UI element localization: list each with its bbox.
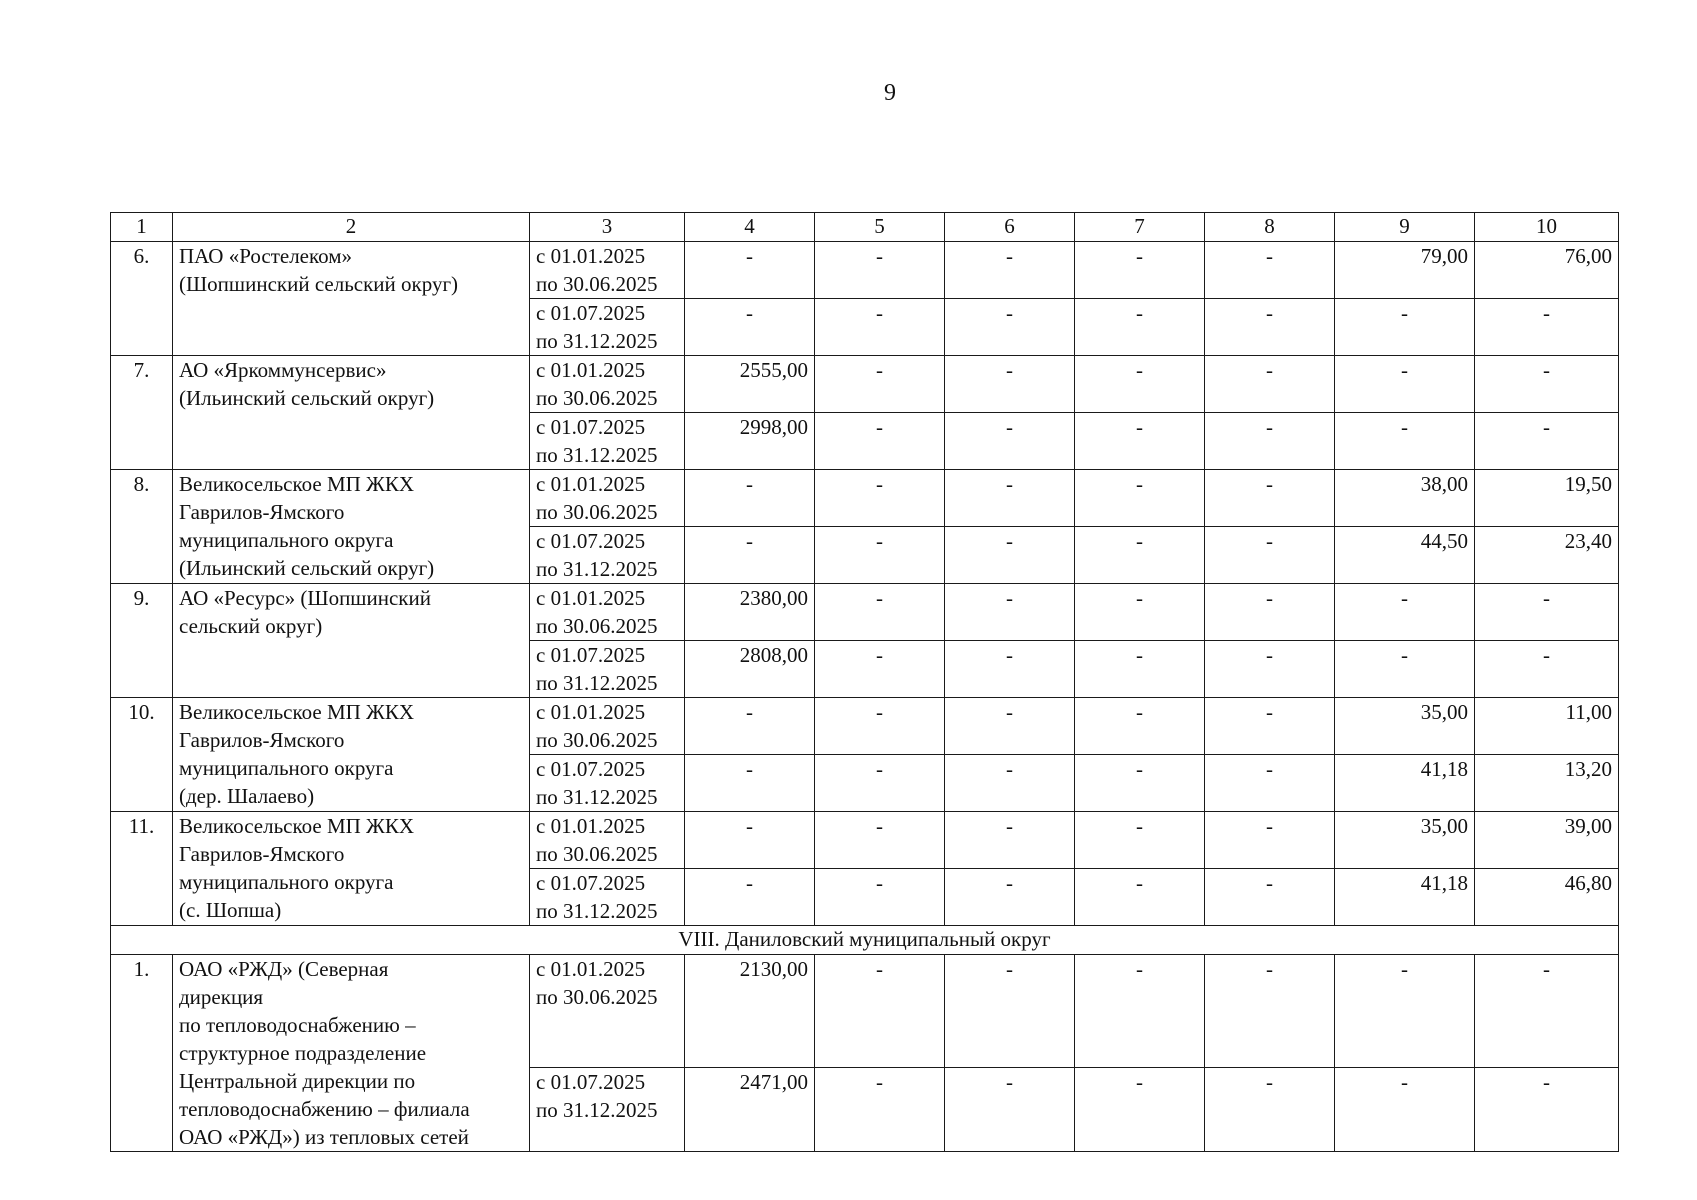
- empty-value-cell: -: [815, 584, 945, 641]
- empty-value-cell: -: [945, 470, 1075, 527]
- empty-value-cell: -: [1205, 470, 1335, 527]
- empty-value-cell: -: [1075, 527, 1205, 584]
- tariff-value-cell: 19,50: [1475, 470, 1619, 527]
- period-cell: [530, 812, 685, 869]
- empty-value-cell: -: [1335, 356, 1475, 413]
- empty-value-cell: -: [1335, 299, 1475, 356]
- empty-value-cell: -: [1205, 698, 1335, 755]
- empty-value-cell: -: [1205, 955, 1335, 1068]
- organization-name: [173, 242, 530, 356]
- column-number: 6: [945, 213, 1075, 242]
- empty-value-cell: -: [1075, 955, 1205, 1068]
- column-number: 7: [1075, 213, 1205, 242]
- empty-value-cell: -: [945, 698, 1075, 755]
- empty-value-cell: -: [1075, 641, 1205, 698]
- period-to: по 31.12.2025: [536, 329, 658, 353]
- tariff-value-cell: 35,00: [1335, 812, 1475, 869]
- empty-value-cell: -: [945, 869, 1075, 926]
- period-from: с 01.01.2025: [536, 472, 646, 496]
- row-number: 7.: [111, 356, 173, 470]
- empty-value-cell: -: [945, 812, 1075, 869]
- tariff-value-cell: 2998,00: [685, 413, 815, 470]
- empty-value-cell: -: [685, 812, 815, 869]
- table-row: [111, 698, 1619, 755]
- period-from: с 01.01.2025: [536, 244, 646, 268]
- period-to: по 30.06.2025: [536, 272, 658, 296]
- organization-name-line: ОАО «РЖД» (Северная: [179, 957, 389, 981]
- period-cell: [530, 242, 685, 299]
- period-cell: [530, 527, 685, 584]
- column-number: 9: [1335, 213, 1475, 242]
- tariff-value-cell: 2555,00: [685, 356, 815, 413]
- period-from: с 01.07.2025: [536, 529, 646, 553]
- period-cell: [530, 869, 685, 926]
- section-title: VIII. Даниловский муниципальный округ: [111, 926, 1619, 955]
- tariff-value-cell: 41,18: [1335, 755, 1475, 812]
- empty-value-cell: -: [1075, 812, 1205, 869]
- organization-name-line: дирекция: [179, 985, 264, 1009]
- empty-value-cell: -: [1335, 584, 1475, 641]
- tariff-value-cell: 41,18: [1335, 869, 1475, 926]
- tariff-value-cell: 39,00: [1475, 812, 1619, 869]
- empty-value-cell: -: [945, 584, 1075, 641]
- empty-value-cell: -: [815, 242, 945, 299]
- column-number: 10: [1475, 213, 1619, 242]
- period-to: по 30.06.2025: [536, 386, 658, 410]
- empty-value-cell: -: [1475, 584, 1619, 641]
- organization-name-line: Гаврилов-Ямского: [179, 842, 345, 866]
- tariff-value-cell: 2808,00: [685, 641, 815, 698]
- empty-value-cell: -: [815, 955, 945, 1068]
- empty-value-cell: -: [1075, 242, 1205, 299]
- tariff-value-cell: 38,00: [1335, 470, 1475, 527]
- period-to: по 30.06.2025: [536, 500, 658, 524]
- tariff-value-cell: 76,00: [1475, 242, 1619, 299]
- tariff-value-cell: 13,20: [1475, 755, 1619, 812]
- empty-value-cell: -: [1475, 356, 1619, 413]
- empty-value-cell: -: [1075, 299, 1205, 356]
- tariff-value-cell: 23,40: [1475, 527, 1619, 584]
- empty-value-cell: -: [1205, 812, 1335, 869]
- period-to: по 30.06.2025: [536, 985, 658, 1009]
- empty-value-cell: -: [1075, 413, 1205, 470]
- organization-name-line: АО «Яркоммунсервис»: [179, 358, 387, 382]
- page-number: 9: [884, 80, 896, 106]
- empty-value-cell: -: [1075, 584, 1205, 641]
- organization-name-line: Центральной дирекции по: [179, 1069, 416, 1093]
- column-number-row: [111, 213, 1619, 242]
- tariff-value-cell: 79,00: [1335, 242, 1475, 299]
- empty-value-cell: -: [945, 527, 1075, 584]
- organization-name-line: Великосельское МП ЖКХ: [179, 700, 415, 724]
- table-row: [111, 955, 1619, 1068]
- organization-name-line: муниципального округа: [179, 870, 394, 894]
- organization-name-line: Великосельское МП ЖКХ: [179, 472, 415, 496]
- organization-name-line: (Ильинский сельский округ): [179, 386, 435, 410]
- empty-value-cell: -: [685, 299, 815, 356]
- period-cell: [530, 1068, 685, 1152]
- organization-name-line: АО «Ресурс» (Шопшинский: [179, 586, 431, 610]
- empty-value-cell: -: [945, 755, 1075, 812]
- empty-value-cell: -: [1475, 413, 1619, 470]
- tariff-value-cell: 2130,00: [685, 955, 815, 1068]
- period-cell: [530, 755, 685, 812]
- organization-name-line: сельский округ): [179, 614, 323, 638]
- tariff-value-cell: 46,80: [1475, 869, 1619, 926]
- period-from: с 01.01.2025: [536, 700, 646, 724]
- empty-value-cell: -: [815, 413, 945, 470]
- organization-name: [173, 584, 530, 698]
- organization-name-line: муниципального округа: [179, 756, 394, 780]
- period-to: по 31.12.2025: [536, 785, 658, 809]
- organization-name-line: ПАО «Ростелеком»: [179, 244, 353, 268]
- empty-value-cell: -: [1475, 641, 1619, 698]
- empty-value-cell: -: [945, 356, 1075, 413]
- empty-value-cell: -: [685, 470, 815, 527]
- empty-value-cell: -: [1335, 641, 1475, 698]
- period-from: с 01.07.2025: [536, 871, 646, 895]
- organization-name-line: тепловодоснабжению – филиала: [179, 1097, 470, 1121]
- organization-name-line: структурное подразделение: [179, 1041, 427, 1065]
- organization-name-line: (с. Шопша): [179, 898, 282, 922]
- empty-value-cell: -: [1205, 584, 1335, 641]
- period-cell: [530, 641, 685, 698]
- organization-name-line: (дер. Шалаево): [179, 784, 315, 808]
- column-number: 8: [1205, 213, 1335, 242]
- empty-value-cell: -: [945, 641, 1075, 698]
- row-number: 1.: [111, 955, 173, 1152]
- empty-value-cell: -: [1205, 413, 1335, 470]
- organization-name-line: ОАО «РЖД») из тепловых сетей: [179, 1125, 469, 1149]
- column-number: 2: [173, 213, 530, 242]
- organization-name-line: (Ильинский сельский округ): [179, 556, 435, 580]
- period-to: по 31.12.2025: [536, 557, 658, 581]
- empty-value-cell: -: [1205, 356, 1335, 413]
- empty-value-cell: -: [815, 812, 945, 869]
- empty-value-cell: -: [945, 1068, 1075, 1152]
- empty-value-cell: -: [1335, 413, 1475, 470]
- organization-name: [173, 356, 530, 470]
- empty-value-cell: -: [945, 413, 1075, 470]
- empty-value-cell: -: [1475, 299, 1619, 356]
- period-cell: [530, 698, 685, 755]
- period-cell: [530, 413, 685, 470]
- period-cell: [530, 955, 685, 1068]
- empty-value-cell: -: [945, 242, 1075, 299]
- empty-value-cell: -: [685, 869, 815, 926]
- organization-name-line: Гаврилов-Ямского: [179, 500, 345, 524]
- tariff-value-cell: 2471,00: [685, 1068, 815, 1152]
- period-cell: [530, 584, 685, 641]
- empty-value-cell: -: [1205, 755, 1335, 812]
- tariff-value-cell: 11,00: [1475, 698, 1619, 755]
- empty-value-cell: -: [1205, 869, 1335, 926]
- empty-value-cell: -: [1075, 698, 1205, 755]
- row-number: 11.: [111, 812, 173, 926]
- period-to: по 30.06.2025: [536, 614, 658, 638]
- empty-value-cell: -: [1205, 299, 1335, 356]
- period-cell: [530, 299, 685, 356]
- column-number: 4: [685, 213, 815, 242]
- organization-name-line: (Шопшинский сельский округ): [179, 272, 459, 296]
- empty-value-cell: -: [1075, 356, 1205, 413]
- tariff-value-cell: 2380,00: [685, 584, 815, 641]
- tariff-table: [110, 212, 1619, 1152]
- period-from: с 01.01.2025: [536, 358, 646, 382]
- period-from: с 01.07.2025: [536, 1070, 646, 1095]
- empty-value-cell: -: [815, 356, 945, 413]
- period-from: с 01.07.2025: [536, 643, 646, 667]
- empty-value-cell: -: [1075, 1068, 1205, 1152]
- period-from: с 01.01.2025: [536, 814, 646, 838]
- organization-name: [173, 698, 530, 812]
- empty-value-cell: -: [1205, 527, 1335, 584]
- organization-name: [173, 470, 530, 584]
- empty-value-cell: -: [1475, 955, 1619, 1068]
- table-row: [111, 242, 1619, 299]
- empty-value-cell: -: [1075, 869, 1205, 926]
- empty-value-cell: -: [1205, 641, 1335, 698]
- empty-value-cell: -: [1205, 242, 1335, 299]
- empty-value-cell: -: [945, 299, 1075, 356]
- period-to: по 31.12.2025: [536, 899, 658, 923]
- empty-value-cell: -: [815, 527, 945, 584]
- period-to: по 31.12.2025: [536, 443, 658, 467]
- empty-value-cell: -: [815, 641, 945, 698]
- empty-value-cell: -: [945, 955, 1075, 1068]
- empty-value-cell: -: [685, 242, 815, 299]
- empty-value-cell: -: [815, 869, 945, 926]
- period-from: с 01.07.2025: [536, 757, 646, 781]
- row-number: 9.: [111, 584, 173, 698]
- period-to: по 31.12.2025: [536, 671, 658, 695]
- period-from: с 01.01.2025: [536, 586, 646, 610]
- empty-value-cell: -: [1335, 955, 1475, 1068]
- tariff-value-cell: 35,00: [1335, 698, 1475, 755]
- empty-value-cell: -: [1075, 755, 1205, 812]
- row-number: 10.: [111, 698, 173, 812]
- empty-value-cell: -: [815, 755, 945, 812]
- empty-value-cell: -: [815, 299, 945, 356]
- empty-value-cell: -: [1075, 470, 1205, 527]
- column-number: 3: [530, 213, 685, 242]
- empty-value-cell: -: [685, 698, 815, 755]
- period-from: с 01.07.2025: [536, 415, 646, 439]
- empty-value-cell: -: [1335, 1068, 1475, 1152]
- section-row: [111, 926, 1619, 955]
- organization-name-line: по тепловодоснабжению –: [179, 1013, 416, 1037]
- period-to: по 31.12.2025: [536, 1098, 658, 1123]
- organization-name-line: Великосельское МП ЖКХ: [179, 814, 415, 838]
- period-from: с 01.01.2025: [536, 957, 646, 981]
- row-number: 8.: [111, 470, 173, 584]
- period-cell: [530, 356, 685, 413]
- empty-value-cell: -: [815, 1068, 945, 1152]
- empty-value-cell: -: [685, 527, 815, 584]
- empty-value-cell: -: [1475, 1068, 1619, 1152]
- table-row: [111, 584, 1619, 641]
- row-number: 6.: [111, 242, 173, 356]
- tariff-value-cell: 44,50: [1335, 527, 1475, 584]
- organization-name-line: Гаврилов-Ямского: [179, 728, 345, 752]
- period-cell: [530, 470, 685, 527]
- organization-name: [173, 812, 530, 926]
- empty-value-cell: -: [815, 698, 945, 755]
- empty-value-cell: -: [1205, 1068, 1335, 1152]
- organization-name-line: муниципального округа: [179, 528, 394, 552]
- table-row: [111, 470, 1619, 527]
- column-number: 5: [815, 213, 945, 242]
- organization-name: [173, 955, 530, 1152]
- empty-value-cell: -: [685, 755, 815, 812]
- table-row: [111, 812, 1619, 869]
- period-to: по 30.06.2025: [536, 842, 658, 866]
- period-from: с 01.07.2025: [536, 301, 646, 325]
- table-row: [111, 356, 1619, 413]
- period-to: по 30.06.2025: [536, 728, 658, 752]
- empty-value-cell: -: [815, 470, 945, 527]
- column-number: 1: [111, 213, 173, 242]
